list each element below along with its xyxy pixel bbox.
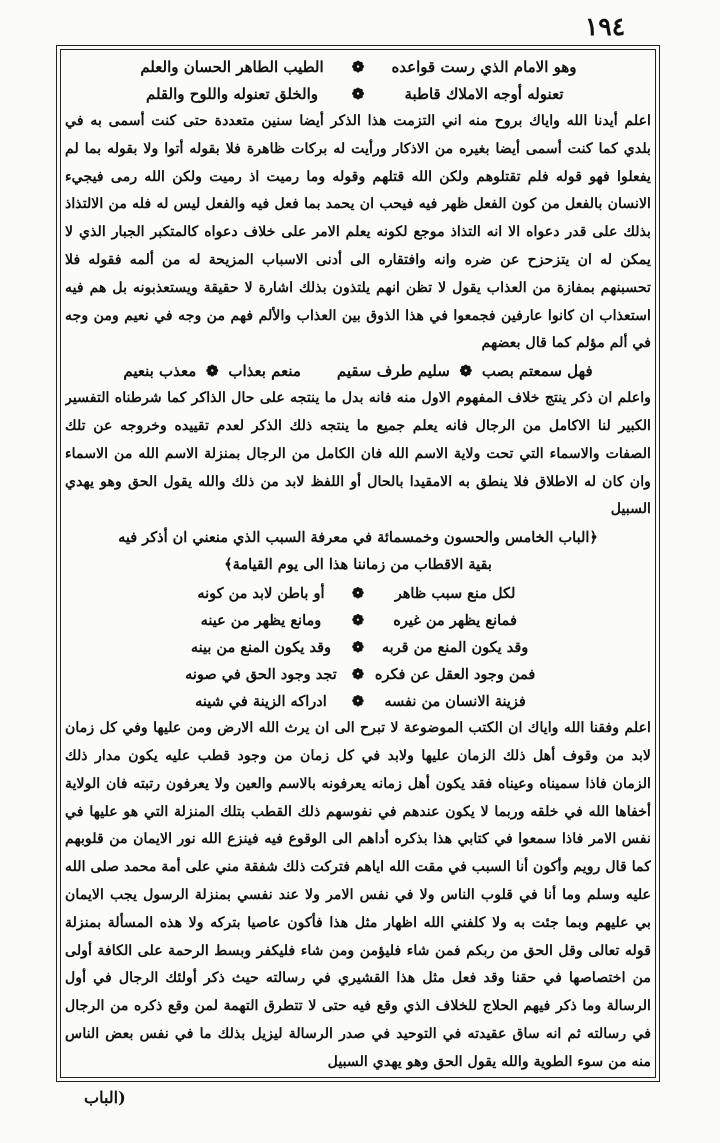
poem-hemistich-right: فمانع يظهر من غيره — [393, 612, 517, 630]
poem-line — [65, 580, 651, 607]
verse-part: سليم طرف سقيم — [336, 362, 450, 381]
body-paragraph: اعلم وفقنا الله واياك ان الكتب الموضوعة لا تبرح الى ان يرث الله الارض ومن عليها وفي كل زمان لابد من وقوف أهل ذلك الزمان عليها ولابد في كل زمان من وجود قطب عليه يكون مدار ذلك الزمان فاذا سميناه وعيناه فقد يكون أهل زمانه يعرفونه بالاسم والعين ولا يعرفون رتبته فان الولاية أخفاها الله في خلقه وربما لا يكون عندهم في نفوسهم ذلك القطب بتلك المنزلة التي هو عليها في نفس الامر فاذا سمعوا في كتابي هذا بذكره أداهم الى الوقوع فيه فينزع الله نور الايمان من قلوبهم كما قال رويم وأكون أنا السبب في مقت الله اياهم فتركت ذلك شفقة مني على أمة محمد صلى الله عليه وسلم وما أنا في قلوب الناس ولا في نفس الامر ولا عند نفسي بمنزلة الرسول يجب الايمان بي عليهم وبما جئت به ولا كلفني الله اظهار مثل هذا فأكون عاصيا بتركه ولا هذه المسألة بمنزلة قوله تعالى وقل الحق من ربكم فمن شاء فليؤمن ومن شاء فليكفر وبسط الرحمة على الكافة أولى من اختصاصها في حقنا وقد فعل مثل هذا القشيري في رسالته حيث ذكر أولئك الرجال في أول الرسالة وما ذكر فيهم الحلاج للخلاف الذي وقع فيه حتى لا تتطرق التهمة لمن وقع ذكره من الرجال في رسالته ثم انه ساق عقيدته في التوحيد في صدر الرسالة ليزيل بذلك ما في نفس بعض الناس منه من سوء الطوية والله يقول الحق وهو يهدي السبيل — [65, 720, 651, 1070]
page-number: ١٩٤ — [584, 12, 626, 41]
verse-separator-icon: ❁ — [351, 58, 365, 76]
verse-separator-icon: ❁ — [351, 585, 365, 603]
poem-line — [65, 607, 651, 634]
poem-hemistich-left: ادراكه الزينة في شينه — [195, 693, 327, 711]
verse-hemistich-left: الطيب الطاهر الحسان والعلم — [140, 58, 324, 76]
poem-hemistich-left: تجد وجود الحق في صونه — [185, 666, 337, 684]
verse-separator-icon: ❁ — [351, 666, 365, 684]
opening-verse — [65, 81, 651, 108]
verse-part: فهل سمعتم بصب — [481, 362, 593, 381]
verse-hemistich-left: والخلق تعنوله واللوح والقلم — [145, 85, 318, 103]
verse-hemistich-right: وهو الامام الذي رست قواعده — [391, 58, 577, 76]
poem-hemistich-left: ومانع يظهر من عينه — [200, 612, 322, 630]
verse-separator-icon: ❁ — [206, 362, 219, 381]
page-frame — [56, 45, 660, 1082]
verse-part: منعم بعذاب — [228, 362, 301, 381]
middle-verse — [65, 358, 651, 385]
verse-hemistich-right: تعنوله أوجه الاملاك قاطبة — [404, 85, 564, 103]
verse-separator-icon: ❁ — [459, 362, 473, 381]
chapter-subtitle: بقية الاقطاب من زماننا هذا الى يوم القيامة﴾ — [224, 556, 492, 574]
text-block — [65, 54, 651, 1075]
verse-separator-icon: ❁ — [351, 639, 365, 657]
poem-hemistich-right: وقد يكون المنع من قربه — [381, 639, 529, 657]
poem-hemistich-right: فزينة الانسان من نفسه — [384, 693, 526, 711]
poem-hemistich-left: أو باطن لابد من كونه — [197, 585, 325, 603]
chapter-title: ﴿الباب الخامس والحسون وخمسمائة في معرفة السبب الذي منعني ان أذكر فيه — [118, 529, 598, 547]
poem-hemistich-left: وقد يكون المنع من بينه — [190, 639, 332, 657]
opening-verse — [65, 54, 651, 81]
poem-line — [65, 688, 651, 715]
poem-hemistich-right: فمن وجود العقل عن فكره — [374, 666, 536, 684]
poem-line — [65, 634, 651, 661]
poem-hemistich-right: لكل منع سبب ظاهر — [394, 585, 516, 603]
verse-part: معذب بنعيم — [123, 362, 197, 381]
verse-separator-icon: ❁ — [351, 693, 365, 711]
body-paragraph: واعلم ان ذكر ينتج خلاف المفهوم الاول منه فانه بدل ما ينتجه على حال الذاكر كما شرطناه التفسير الكبير لنا الاكامل من الرجال فانه يعلم جميع ما ينتجه ذلك الذكر لعدم تقييده وخروجه عن تلك الصفات والاسماء التي تحت ولاية الاسم الله فان الكامل من الرجال بمنزلة الاسم الله من الاسماء وان كان له الاطلاق فلا ينطق به الامقيدا بالحال أو اللفظ لابد من ذلك والله يقول الحق وهو يهدي السبيل — [65, 390, 651, 518]
body-paragraph: اعلم أيدنا الله واياك بروح منه اني التزمت هذا الذكر أيضا سنين متعددة حتى كنت أسمى به في بلدي كما كنت أسمى أيضا بغيره من الاذكار ورأيت له بركات ظاهرة فلا بقوله أتوا ولا بقوله بما لم يفعلوا فهو قوله فلم تقتلوهم ولكن الله قتلهم وقوله وما رميت اذ رميت ولكن الله رمى فيجيء الانسان بالفعل من كون الفعل ظهر فيه فيحب ان يحمد بما فعل فيه والفعل ليس له فله من الالتذاذ بذلك على قدر دعواه الا انه التذاذ موجع لكونه يعلم الامر على خلاف دعواه كالمتكبر الجبار الذي لا يمكن له ان يتزحزح عن ضره وانه وافتقاره الى أدنى الاسباب المزيحة له من ألمه فقوله فلا تحسبنهم بمفازة من العذاب يقول لا تظن انهم يلتذون بذلك اشارة لا حقيقة ويستعذبونه بل هم فيه استعذاب ان كانوا عارفين فجمعوا في هذا الذوق بين العذاب والألم فهم من وجه في نعيم ومن وجه في ألم مؤلم كما قال بعضهم — [65, 113, 651, 352]
catchword: (الباب — [84, 1088, 126, 1107]
verse-separator-icon: ❁ — [351, 85, 365, 103]
poem — [65, 580, 651, 715]
poem-line — [65, 661, 651, 688]
verse-separator-icon: ❁ — [351, 612, 365, 630]
